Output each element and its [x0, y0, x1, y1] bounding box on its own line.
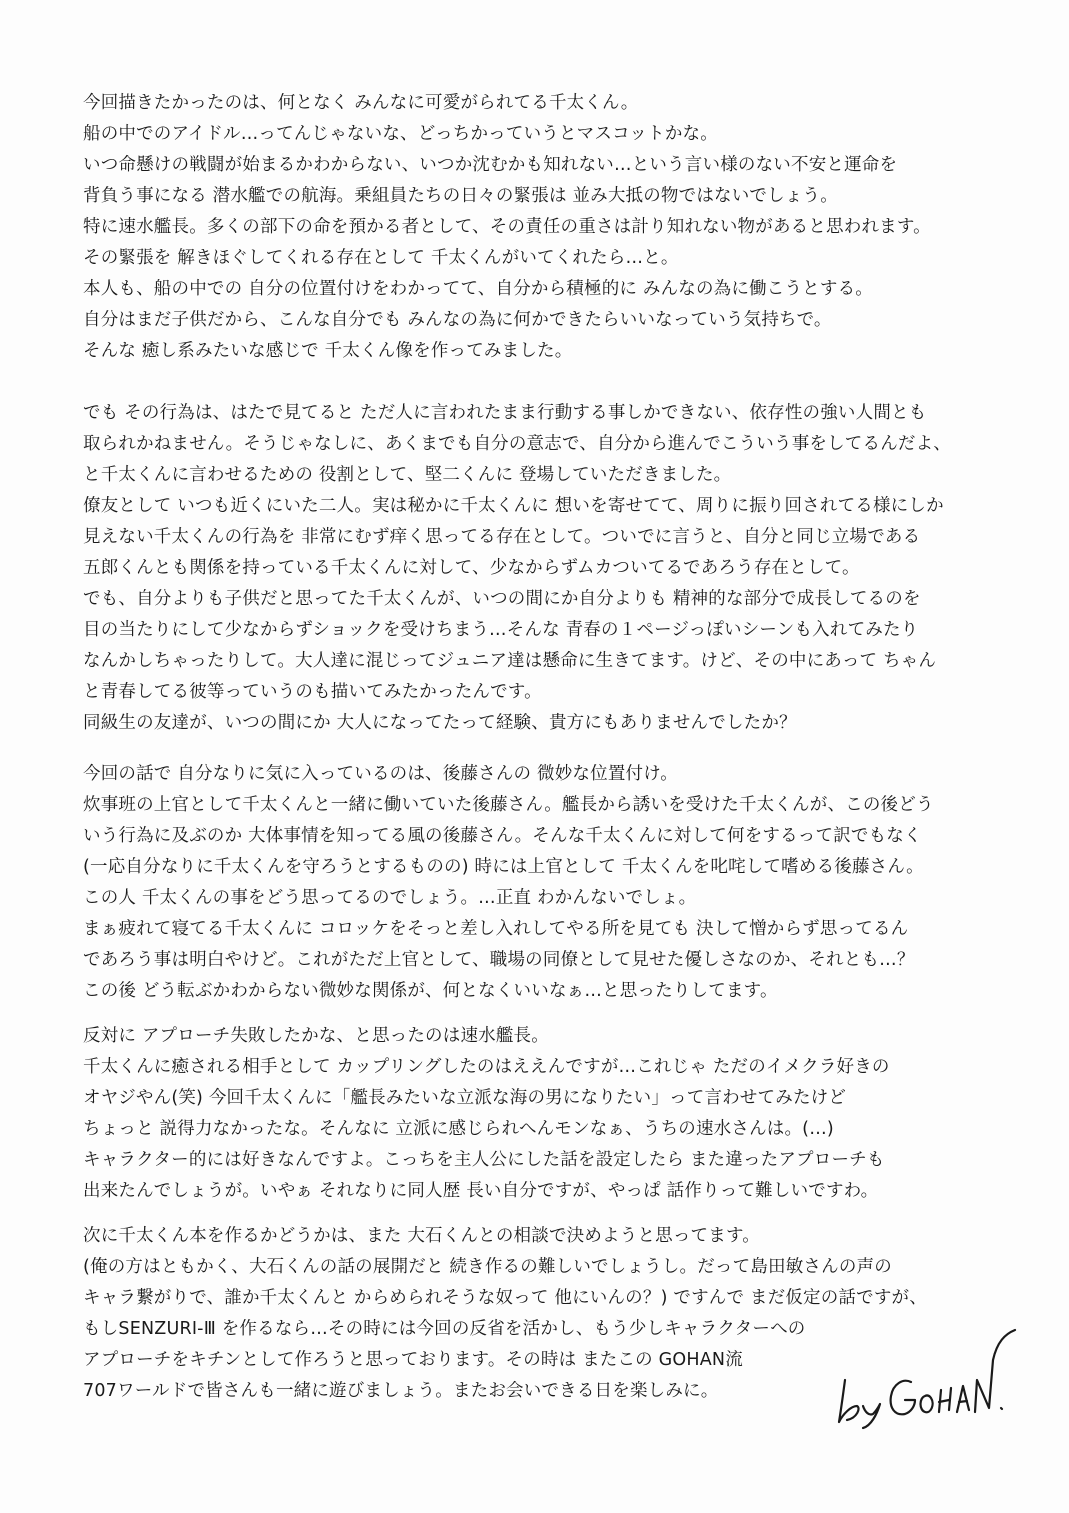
text-line: 炊事班の上官として千太くんと一緒に働いていた後藤さん。艦長から誘いを受けた千太くんが、この後どう	[83, 795, 934, 815]
text-line: 船の中でのアイドル…ってんじゃないな、どっちかっていうとマスコットかな。	[83, 124, 718, 144]
text-line: であろう事は明白やけど。これがただ上官として、職場の同僚として見せた優しさなのか、それとも…？	[83, 950, 915, 970]
text-line: でも その行為は、はたで見てると ただ人に言われたまま行動する事しかできない、依存性の強い人間とも	[83, 403, 927, 423]
text-line: 同級生の友達が、いつの間にか 大人になってたって経験、貴方にもありませんでしたか？	[83, 713, 797, 733]
text-line: 取られかねません。そうじゃなしに、あくまでも自分の意志で、自分から進んでこういう事をしてるんだよ、	[83, 434, 951, 454]
paragraph-1	[83, 88, 983, 367]
text-line: 反対に アプローチ失敗したかな、と思ったのは速水艦長。	[83, 1026, 549, 1046]
paragraph-3	[83, 759, 983, 1007]
text-line: (俺の方はともかく、大石くんの話の展開だと 続き作るの難しいでしょうし。だって島田敏さんの声の	[83, 1257, 892, 1277]
text-line: (一応自分なりに千太くんを守ろうとするものの) 時には上官として 千太くんを叱咤して嗜める後藤さん。	[83, 857, 924, 877]
paragraph-4	[83, 1021, 983, 1207]
text-line: 特に速水艦長。多くの部下の命を預かる者として、その責任の重さは計り知れない物があると思われます。	[83, 217, 931, 237]
text-line: でも、自分よりも子供だと思ってた千太くんが、いつの間にか自分よりも 精神的な部分で成長してるのを	[83, 589, 921, 609]
text-line: 次に千太くん本を作るかどうかは、また 大石くんとの相談で決めようと思ってます。	[83, 1226, 760, 1246]
text-line: いう行為に及ぶのか 大体事情を知ってる風の後藤さん。そんな千太くんに対して何をするって訳でもなく	[83, 826, 922, 846]
text-line: 僚友として いつも近くにいた二人。実は秘かに千太くんに 想いを寄せてて、周りに振り回されてる様にしか	[83, 496, 944, 516]
text-line: アプローチをキチンとして作ろうと思っております。その時は またこの GOHAN流	[83, 1350, 743, 1370]
text-line: そんな 癒し系みたいな感じで 千太くん像を作ってみました。	[83, 341, 573, 361]
text-line: 見えない千太くんの行為を 非常にむず痒く思ってる存在として。ついでに言うと、自分と同じ立場である	[83, 527, 921, 547]
text-line: 五郎くんとも関係を持っている千太くんに対して、少なからずムカついてるであろう存在として。	[83, 558, 860, 578]
text-line: 707ワールドで皆さんも一緒に遊びましょう。またお会いできる日を楽しみに。	[83, 1381, 719, 1401]
text-line: 千太くんに癒される相手として カップリングしたのはええんですが…これじゃ ただのイメクラ好きの	[83, 1057, 890, 1077]
text-line: 今回描きたかったのは、何となく みんなに可愛がられてる千太くん。	[83, 93, 639, 113]
text-line: なんかしちゃったりして。大人達に混じってジュニア達は懸命に生きてます。けど、その中にあって ちゃん	[83, 651, 937, 671]
text-line: 本人も、船の中での 自分の位置付けをわかってて、自分から積極的に みんなの為に働こうとする。	[83, 279, 873, 299]
text-line: キャラ繋がりで、誰か千太くんと からめられそうな奴って 他にいんの？) ですんで まだ仮定の話ですが、	[83, 1288, 927, 1308]
text-line: オヤジやん(笑) 今回千太くんに「艦長みたいな立派な海の男になりたい」って言わせてみたけど	[83, 1088, 847, 1108]
paragraph-2	[83, 398, 983, 739]
text-line: その緊張を 解きほぐしてくれる存在として 千太くんがいてくれたら…と。	[83, 248, 679, 268]
text-line: と千太くんに言わせるための 役割として、堅二くんに 登場していただきました。	[83, 465, 732, 485]
text-line: もしSENZURI-Ⅲ を作るなら…その時には今回の反省を活かし、もう少しキャラクターへの	[83, 1319, 806, 1339]
text-line: まぁ疲れて寝てる千太くんに コロッケをそっと差し入れしてやる所を見ても 決して憎からず思ってるん	[83, 919, 909, 939]
text-line: 今回の話で 自分なりに気に入っているのは、後藤さんの 微妙な位置付け。	[83, 764, 678, 784]
text-line: 自分はまだ子供だから、こんな自分でも みんなの為に何かできたらいいなっていう気持ちで。	[83, 310, 832, 330]
text-line: 背負う事になる 潜水艦での航海。乗組員たちの日々の緊張は 並み大抵の物ではないでしょう。	[83, 186, 838, 206]
text-line: この後 どう転ぶかわからない微妙な関係が、何となくいいなぁ…と思ったりしてます。	[83, 981, 778, 1001]
text-line: 目の当たりにして少なからずショックを受けちまう…そんな 青春の１ページっぽいシーンも入れてみたり	[83, 620, 919, 640]
text-line: キャラクター的には好きなんですよ。こっちを主人公にした話を設定したら また違ったアプローチも	[83, 1150, 885, 1170]
text-line: いつ命懸けの戦闘が始まるかわからない、いつか沈むかも知れない…という言い様のない不安と運命を	[83, 155, 898, 175]
handwritten-signature	[833, 1320, 1028, 1430]
text-line: 出来たんでしょうが。いやぁ それなりに同人歴 長い自分ですが、やっぱ 話作りって難しいですわ。	[83, 1181, 879, 1201]
text-line: と青春してる彼等っていうのも描いてみたかったんです。	[83, 682, 542, 702]
text-line: この人 千太くんの事をどう思ってるのでしょう。…正直 わかんないでしょ。	[83, 888, 697, 908]
text-line: ちょっと 説得力なかったな。そんなに 立派に感じられへんモンなぁ、うちの速水さんは。(…)	[83, 1119, 834, 1139]
